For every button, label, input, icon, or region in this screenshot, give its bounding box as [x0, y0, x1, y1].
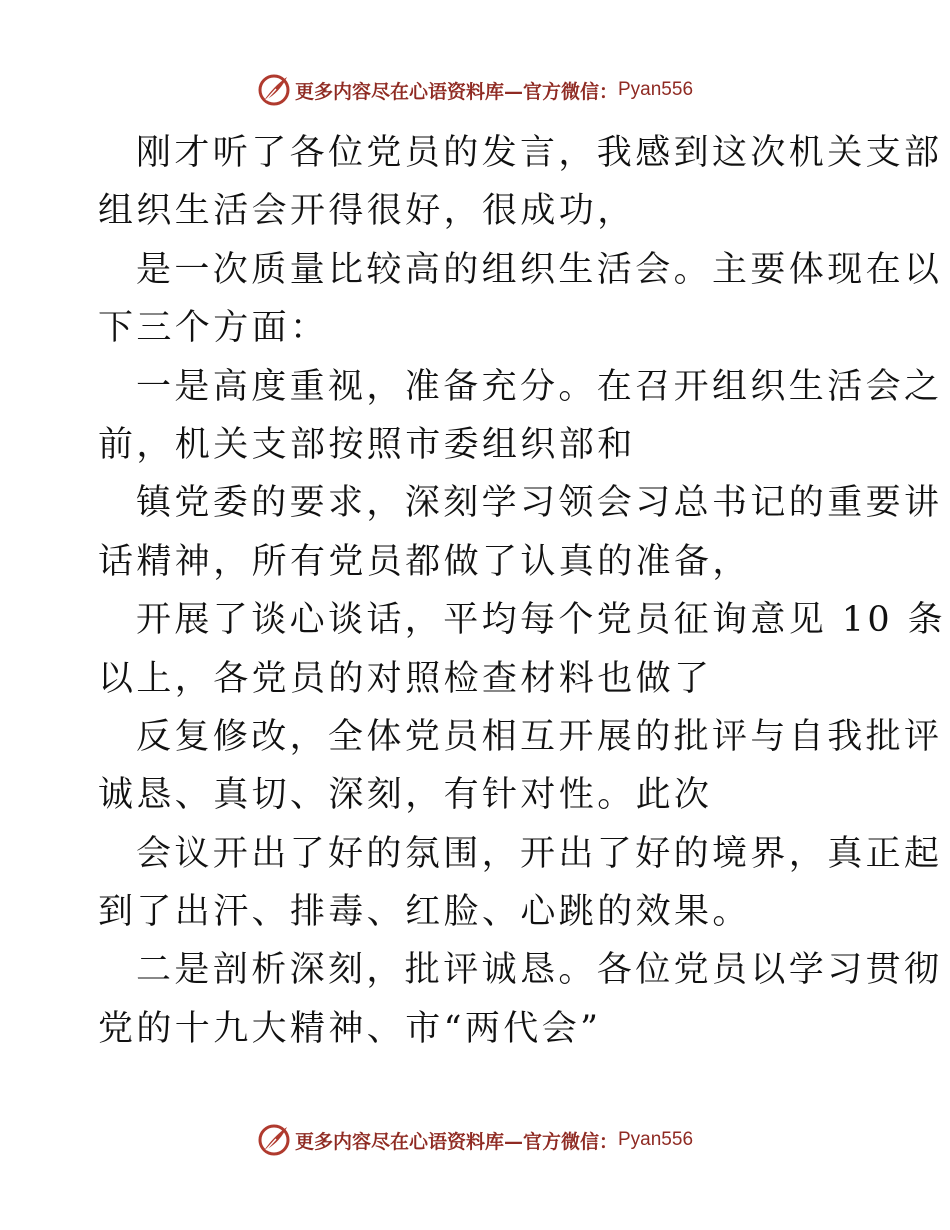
- body-text-line: 下三个方面：: [98, 308, 329, 349]
- header-watermark-text: 更多内容尽在心语资料库—官方微信：: [294, 80, 618, 103]
- body-text-line: 诚恳、真切、深刻，有针对性。此次: [98, 775, 713, 816]
- body-text-line: 以上，各党员的对照检查材料也做了: [98, 658, 713, 699]
- body-text-line: 到了出汗、排毒、红脸、心跳的效果。: [98, 892, 751, 933]
- body-text-line: 反复修改，全体党员相互开展的批评与自我批评: [136, 716, 943, 757]
- feather-pen-logo-icon: [257, 1123, 291, 1157]
- footer-wechat-id: Pyan556: [618, 1129, 694, 1150]
- body-text-line: 话精神，所有党员都做了认真的准备，: [98, 541, 751, 582]
- body-text-line: 是一次质量比较高的组织生活会。主要体现在以: [136, 249, 943, 290]
- body-text-line: 组织生活会开得很好，很成功，: [98, 191, 636, 232]
- body-text-line: 会议开出了好的氛围，开出了好的境界，真正起: [136, 833, 943, 874]
- body-text-line: 前，机关支部按照市委组织部和: [98, 424, 636, 465]
- footer-watermark: [0, 1120, 950, 1160]
- body-text-line: 二是剖析深刻，批评诚恳。各位党员以学习贯彻: [136, 950, 943, 991]
- body-text-line: 开展了谈心谈话，平均每个党员征询意见 10 条: [136, 600, 946, 641]
- body-text-line: 党的十九大精神、市“两代会”: [98, 1008, 602, 1049]
- footer-watermark-text: 更多内容尽在心语资料库—官方微信：: [294, 1130, 618, 1153]
- header-wechat-id: Pyan556: [618, 79, 694, 100]
- header-watermark: [0, 70, 950, 110]
- body-text-line: 镇党委的要求，深刻学习领会习总书记的重要讲: [136, 483, 943, 524]
- document-body: [98, 124, 946, 1058]
- feather-pen-logo-icon: [257, 73, 291, 107]
- body-text-line: 刚才听了各位党员的发言，我感到这次机关支部: [136, 133, 943, 173]
- body-text-line: 一是高度重视，准备充分。在召开组织生活会之: [136, 366, 943, 407]
